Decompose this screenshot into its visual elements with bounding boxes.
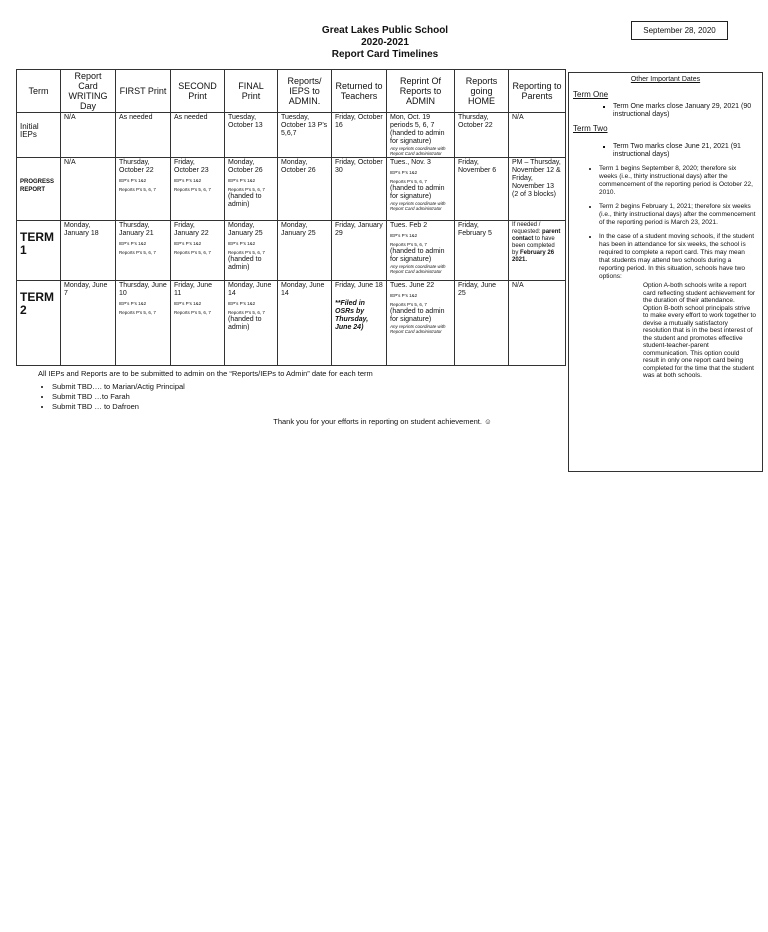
reprint-small: Any reprints coordinate with Report Card administrator — [390, 146, 446, 156]
handed-note: (handed to admin) — [228, 256, 262, 271]
list-item: • Submit TBD…. to Marian/Actig Principal — [52, 382, 558, 391]
reprint-date: Tues., Nov. 3 — [390, 159, 431, 166]
small-note: Reports P’s 5, 6, 7 — [228, 250, 265, 255]
small-note: Reports P’s 5, 6, 7 — [174, 187, 211, 192]
cell-parents: N/A — [509, 113, 566, 158]
submission-notes — [38, 369, 558, 412]
list-item: • Submit TBD …to Farah — [52, 392, 558, 401]
header-row — [17, 70, 566, 113]
info-list — [569, 165, 762, 281]
term-one-heading: Term One — [573, 90, 609, 99]
col-header-home: Reports going HOME — [455, 70, 509, 113]
document-title — [290, 25, 480, 61]
small-note: IEP’s P’s 1&2 — [119, 301, 147, 306]
reprint-small: Any reprints coordinate with Report Card administrator — [390, 264, 446, 274]
col-header-returned: Returned to Teachers — [332, 70, 387, 113]
cell-first — [116, 158, 171, 221]
col-header-final: FINAL Print — [225, 70, 278, 113]
small-note: IEP’s P’s 1&2 — [119, 241, 147, 246]
small-note: Reports P’s 5, 6, 7 — [174, 310, 211, 315]
col-header-first: FIRST Print — [116, 70, 171, 113]
date: Thursday, October 22 — [119, 159, 154, 174]
small-note: Reports P’s 5, 6, 7 — [174, 250, 211, 255]
osr-note: **Filed in OSRs by Thursday, June 24) — [335, 300, 369, 331]
reprint-note: (handed to admin for signature) — [390, 130, 445, 145]
notes-intro: All IEPs and Reports are to be submitted to admin on the “Reports/IEPs to Admin” date for each term — [38, 369, 373, 378]
cell-writing: N/A — [61, 158, 116, 221]
small-note: IEP’s P’s 1&2 — [228, 301, 256, 306]
small-note: IEP’s P’s 1&2 — [119, 178, 147, 183]
term-two-heading: Term Two — [573, 124, 608, 133]
parents-text-bold: parent contact — [512, 229, 561, 242]
handed-note: (handed to admin) — [228, 193, 262, 208]
cell-first: As needed — [116, 113, 171, 158]
cell-reprint — [387, 281, 455, 366]
small-note: Reports P’s 5, 6, 7 — [390, 302, 427, 307]
date: Friday, January 22 — [174, 222, 209, 237]
cell-admin: Monday, June 14 — [278, 281, 332, 366]
date: Thursday, June 10 — [119, 282, 167, 297]
cell-home: Friday, June 25 — [455, 281, 509, 366]
cell-parents: PM – Thursday, November 12 & Friday, November 13 (2 of 3 blocks) — [509, 158, 566, 221]
cell-writing: Monday, June 7 — [61, 281, 116, 366]
term-cell: TERM 1 — [17, 221, 61, 281]
col-header-admin: Reports/ IEPS to ADMIN. — [278, 70, 332, 113]
date: Monday, January 25 — [228, 222, 263, 237]
parents-text: If needed / requested: — [512, 222, 541, 235]
option-a: Option A-both schools write a report card reflecting student achievement for the duration of their attendance. — [643, 282, 756, 304]
reprint-small: Any reprints coordinate with Report Card administrator — [390, 324, 446, 334]
small-note: Reports P’s 5, 6, 7 — [228, 187, 265, 192]
date: Monday, October 26 — [228, 159, 263, 174]
cell-returned: Friday, October 16 — [332, 113, 387, 158]
option-b: Option B-both school principals strive to make every effort to work together to devise a mutually satisfactory resolution that is in the best interest of the student and promotes effective student-teacher-parent communication. This option could result in only one report card being completed for the time that the student was at both schools. — [643, 304, 756, 379]
cell-home: Friday, February 5 — [455, 221, 509, 281]
date: Friday, June 18 — [335, 282, 383, 289]
cell-parents: N/A — [509, 281, 566, 366]
small-note: IEP’s P’s 1&2 — [390, 293, 418, 298]
reprint-date: Tues. June 22 — [390, 282, 435, 289]
cell-home: Thursday, October 22 — [455, 113, 509, 158]
list-item: • In the case of a student moving schools, if the student has been in attendance for six weeks, the school is required to complete a report card. This may mean that students may attend two schools during a reporting period. In this situation, schools have two options: — [599, 233, 756, 281]
parents-text: to have been completed by — [512, 236, 555, 256]
thanks-text: Thank you for your efforts in reporting on student achievement. ☺ — [273, 417, 492, 426]
date: Friday, October 23 — [174, 159, 209, 174]
cell-reprint — [387, 113, 455, 158]
list-item: • Term 2 begins February 1, 2021; therefore six weeks (i.e., thirty instructional days) after the commencement of the reporting period is March 23, 2021. — [599, 203, 756, 227]
cell-returned: Friday, January 29 — [332, 221, 387, 281]
list-item: ▪ Term One marks close January 29, 2021 (90 instructional days) — [613, 103, 756, 119]
reprint-date: Tues. Feb 2 — [390, 222, 428, 229]
col-header-term: Term — [17, 70, 61, 113]
cell-first — [116, 281, 171, 366]
cell-final — [225, 158, 278, 221]
small-note: IEP’s P’s 1&2 — [174, 301, 202, 306]
handed-note: (handed to admin) — [228, 316, 262, 331]
small-note: Reports P’s 5, 6, 7 — [119, 310, 156, 315]
small-note: IEP’s P’s 1&2 — [174, 178, 202, 183]
small-note: Reports P’s 5, 6, 7 — [119, 187, 156, 192]
cell-second: As needed — [171, 113, 225, 158]
cell-parents — [509, 221, 566, 281]
cell-admin: Monday, January 25 — [278, 221, 332, 281]
col-header-parents: Reporting to Parents — [509, 70, 566, 113]
list-item: ▪ Term Two marks close June 21, 2021 (91 instructional days) — [613, 143, 756, 159]
cell-final: Tuesday, October 13 — [225, 113, 278, 158]
cell-final — [225, 281, 278, 366]
cell-first — [116, 221, 171, 281]
term-cell: Initial IEPs — [17, 113, 61, 158]
reprint-note: (handed to admin for signature) — [390, 248, 445, 263]
cell-writing: N/A — [61, 113, 116, 158]
small-note: Reports P’s 5, 6, 7 — [119, 250, 156, 255]
term-cell: PROGRESS REPORT — [17, 158, 61, 221]
reprint-note: (handed to admin for signature) — [390, 185, 445, 200]
reprint-small: Any reprints coordinate with Report Card administrator — [390, 201, 446, 211]
notes-list — [38, 382, 558, 411]
small-note: IEP’s P’s 1&2 — [228, 178, 256, 183]
date: Monday, June 14 — [228, 282, 272, 297]
term-two-list — [569, 143, 762, 159]
important-dates-box — [568, 72, 763, 472]
date: Friday, June 11 — [174, 282, 212, 297]
cell-second — [171, 221, 225, 281]
date-box: September 28, 2020 — [631, 21, 728, 40]
term-one-list — [569, 103, 762, 119]
small-note: Reports P’s 5, 6, 7 — [390, 179, 427, 184]
cell-admin: Monday, October 26 — [278, 158, 332, 221]
term-cell: TERM 2 — [17, 281, 61, 366]
cell-admin: Tuesday, October 13 P’s 5,6,7 — [278, 113, 332, 158]
school-year: 2020-2021 — [361, 37, 409, 48]
cell-reprint — [387, 158, 455, 221]
small-note: IEP’s P’s 1&2 — [228, 241, 256, 246]
sidebar-title: Other Important Dates — [630, 76, 701, 83]
col-header-second: SECOND Print — [171, 70, 225, 113]
parents-text-bold: February 26 2021. — [512, 250, 555, 263]
cell-second — [171, 158, 225, 221]
reprint-date: Mon, Oct. 19 periods 5, 6, 7 — [390, 114, 435, 129]
table-row — [17, 221, 566, 281]
list-item: • Term 1 begins September 8, 2020; therefore six weeks (i.e., thirty instructional days) after the commencement of the reporting period is October 22, 2010. — [599, 165, 756, 197]
cell-reprint — [387, 221, 455, 281]
document-subtitle: Report Card Timelines — [331, 49, 439, 60]
list-item: • Submit TBD … to Dafroen — [52, 402, 558, 411]
cell-returned: Friday, October 30 — [332, 158, 387, 221]
school-name: Great Lakes Public School — [321, 25, 449, 36]
small-note: Reports P’s 5, 6, 7 — [228, 310, 265, 315]
table-row — [17, 113, 566, 158]
col-header-reprint: Reprint Of Reports to ADMIN — [387, 70, 455, 113]
cell-returned — [332, 281, 387, 366]
reprint-note: (handed to admin for signature) — [390, 308, 445, 323]
small-note: Reports P’s 5, 6, 7 — [390, 242, 427, 247]
cell-home: Friday, November 6 — [455, 158, 509, 221]
small-note: IEP’s P’s 1&2 — [390, 170, 418, 175]
small-note: IEP’s P’s 1&2 — [390, 233, 418, 238]
col-header-writing: Report Card WRITING Day — [61, 70, 116, 113]
cell-second — [171, 281, 225, 366]
timeline-table — [16, 69, 566, 366]
table-row — [17, 158, 566, 221]
cell-writing: Monday, January 18 — [61, 221, 116, 281]
date: Thursday, January 21 — [119, 222, 154, 237]
table-row — [17, 281, 566, 366]
small-note: IEP’s P’s 1&2 — [174, 241, 202, 246]
cell-final — [225, 221, 278, 281]
